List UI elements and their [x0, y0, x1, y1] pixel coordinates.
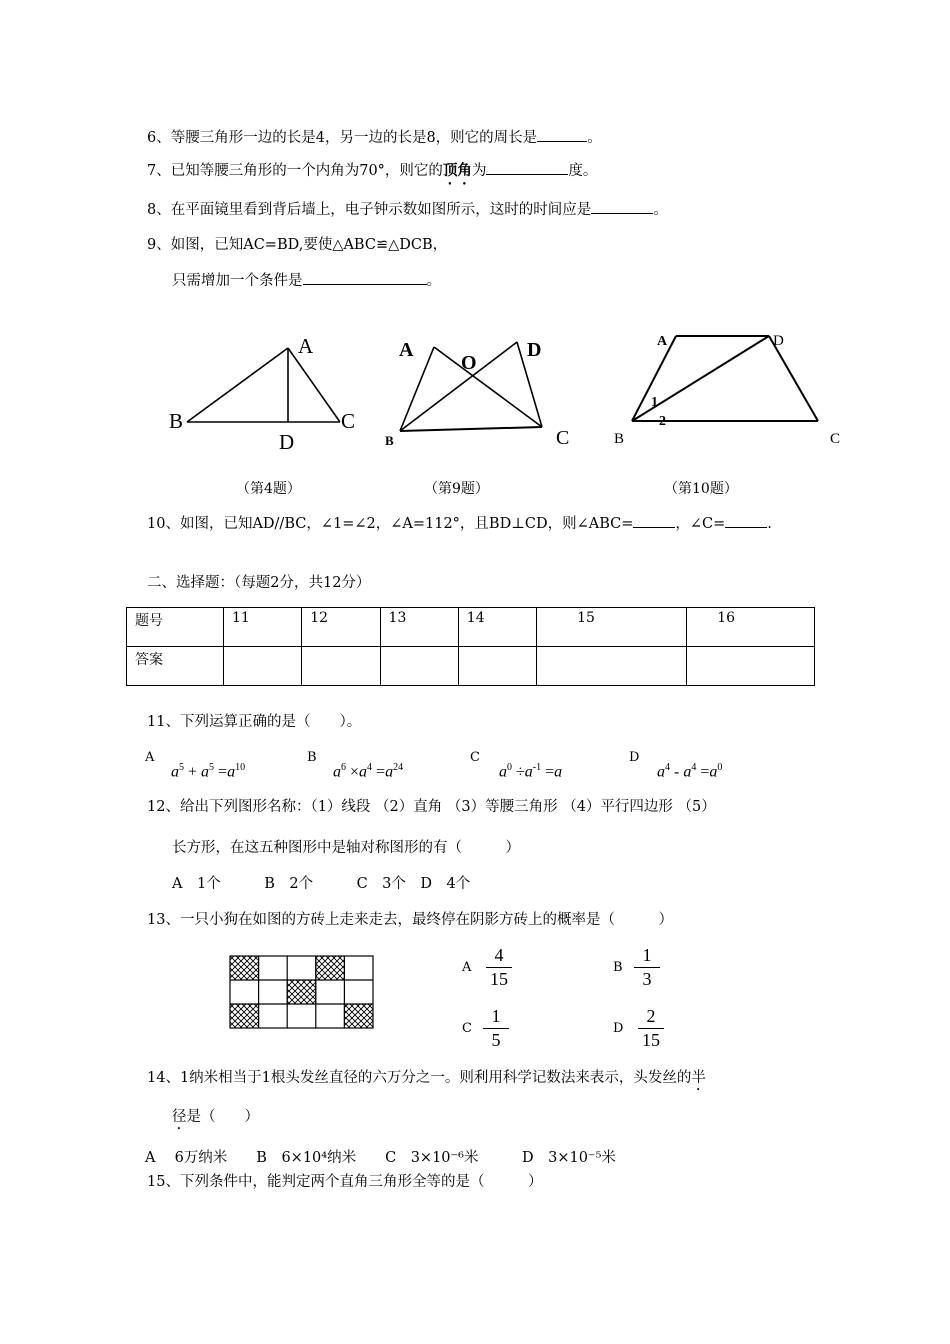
- figure-4: [169, 334, 355, 454]
- q10-pre: 10、如图，已知AD//BC，∠1=∠2，∠A=112°，且BD⊥CD，则∠ABC=: [147, 516, 634, 532]
- shaded-tile: [230, 1004, 259, 1028]
- q7-mid: 为: [471, 163, 487, 179]
- answer-cell-14[interactable]: [458, 647, 536, 686]
- fig10-label-A: A: [657, 334, 668, 349]
- q10-mid: ，∠C=: [675, 516, 726, 532]
- q11-option-A-letter: A: [145, 750, 155, 765]
- shaded-tile: [344, 1004, 373, 1028]
- q9-end: 。: [426, 273, 441, 289]
- q13-option-C-fraction: [483, 1006, 509, 1051]
- q13-option-B-fraction: [634, 945, 660, 990]
- q7-blank[interactable]: [486, 160, 568, 175]
- fig9-label-A: A: [399, 339, 414, 361]
- question-14-line2: [172, 1107, 259, 1133]
- fig10-label-C: C: [830, 431, 841, 447]
- q10-blank-abc[interactable]: [633, 513, 675, 528]
- q6-end: 。: [587, 130, 602, 146]
- q13-D-numerator: 2: [638, 1006, 664, 1029]
- fig10-label-D: D: [773, 333, 784, 349]
- fig9-label-C: C: [556, 427, 570, 449]
- question-12-line1: 12、给出下列图形名称：（1）线段 （2）直角 （3）等腰三角形 （4）平行四边形 （5）: [147, 799, 716, 815]
- question-14-line1: [147, 1068, 706, 1094]
- q11-option-A-expr: $a^5 + a^5 =a^{10}$: [171, 762, 246, 781]
- fig9-caption: （第9题）: [424, 481, 489, 497]
- figure-10: [614, 333, 840, 447]
- q8-blank[interactable]: [591, 199, 653, 214]
- q9-blank[interactable]: [303, 270, 427, 285]
- q13-D-denominator: 15: [642, 1030, 660, 1050]
- fig10-angle-2: 2: [659, 414, 666, 429]
- shaded-tile: [287, 980, 316, 1004]
- figure-9: [385, 339, 569, 449]
- q13-C-denominator: 5: [491, 1030, 501, 1050]
- q11-option-D-expr: $a^4 - a^4 =a^0$: [657, 762, 723, 781]
- q8-text: 8、在平面镜里看到背后墙上，电子钟示数如图所示，这时的时间应是: [147, 202, 592, 218]
- header-11: 11: [224, 608, 302, 647]
- section-2-title: 二、选择题：（每题2分，共12分）: [147, 575, 371, 591]
- q11-option-D-letter: D: [629, 750, 640, 765]
- header-label: 题号: [127, 608, 224, 647]
- header-15: 15: [537, 608, 687, 647]
- q10-end: .: [767, 516, 772, 532]
- answer-cell-11[interactable]: [224, 647, 302, 686]
- q14-line1-emphasis: 半: [691, 1070, 706, 1086]
- q13-option-B-letter: B: [613, 960, 623, 975]
- q10-blank-c[interactable]: [725, 513, 767, 528]
- question-9-line2: [172, 270, 441, 291]
- answer-table: [126, 607, 815, 686]
- q13-A-denominator: 15: [490, 969, 508, 989]
- q11-option-C-letter: C: [470, 750, 480, 765]
- fig4-label-A: A: [298, 334, 314, 358]
- fig4-label-D: D: [279, 430, 295, 454]
- q13-B-denominator: 3: [642, 969, 652, 989]
- question-12-line2: 长方形，在这五种图形中是轴对称图形的有（ ）: [172, 840, 520, 856]
- q13-option-D-letter: D: [613, 1021, 624, 1036]
- q11-option-B-expr: $a^6 \times a^4 =a^{24}$: [333, 762, 404, 781]
- q13-option-A-fraction: [486, 945, 512, 990]
- q13-C-numerator: 1: [483, 1006, 509, 1029]
- question-15: 15、下列条件中，能判定两个直角三角形全等的是（ ）: [147, 1174, 543, 1190]
- fig9-label-O: O: [461, 352, 477, 374]
- q13-B-numerator: 1: [634, 945, 660, 968]
- question-6: [147, 127, 602, 148]
- q7-emphasis: 顶角: [442, 162, 472, 179]
- shaded-tile: [230, 956, 259, 980]
- fig4-label-B: B: [169, 409, 184, 433]
- answer-cell-12[interactable]: [302, 647, 380, 686]
- q14-line2-text: 是（ ）: [186, 1109, 259, 1125]
- shaded-tile: [316, 956, 345, 980]
- q6-blank[interactable]: [537, 127, 587, 142]
- question-8: [147, 199, 668, 220]
- question-14-options: A 6万纳米 B 6×10⁴纳米 C 3×10⁻⁶米 D 3×10⁻⁵米: [145, 1150, 616, 1166]
- answer-table-header-row: [127, 608, 815, 647]
- q13-option-D-fraction: [638, 1006, 664, 1051]
- q11-option-B-letter: B: [307, 750, 317, 765]
- question-7: [147, 160, 597, 188]
- question-12-options: A 1个 B 2个 C 3个 D 4个: [172, 876, 471, 892]
- header-14: 14: [458, 608, 536, 647]
- fig10-label-B: B: [614, 431, 625, 447]
- question-11: 11、下列运算正确的是（ ）。: [147, 714, 362, 730]
- answer-cell-13[interactable]: [380, 647, 458, 686]
- header-12: 12: [302, 608, 380, 647]
- answer-table-answer-row: [127, 647, 815, 686]
- q14-line1-text: 14、1纳米相当于1根头发丝直径的六万分之一。则利用科学记数法来表示，头发丝的: [147, 1070, 692, 1086]
- q11-option-C-expr: $a^0 \div a^{-1} =a$: [499, 762, 563, 781]
- fig4-label-C: C: [341, 409, 356, 433]
- q13-option-C-letter: C: [462, 1021, 472, 1036]
- question-9-line1: 9、如图，已知AC=BD,要使△ABC≌△DCB，: [147, 237, 448, 253]
- header-13: 13: [380, 608, 458, 647]
- q6-text: 6、等腰三角形一边的长是4，另一边的长是8，则它的周长是: [147, 130, 538, 146]
- answer-cell-15[interactable]: [537, 647, 687, 686]
- q7-pre: 7、已知等腰三角形的一个内角为70°，则它的: [147, 163, 443, 179]
- q14-line2-emphasis: 径: [172, 1109, 187, 1125]
- answer-cell-16[interactable]: [687, 647, 815, 686]
- header-16: 16: [687, 608, 815, 647]
- fig10-caption: （第10题）: [664, 481, 738, 497]
- q7-end: 度。: [568, 163, 598, 179]
- question-10: [147, 513, 772, 534]
- answer-label: 答案: [127, 647, 224, 686]
- q9-line2-text: 只需增加一个条件是: [172, 273, 303, 289]
- question-13: 13、一只小狗在如图的方砖上走来走去，最终停在阴影方砖上的概率是（ ）: [147, 912, 673, 928]
- q8-end: 。: [653, 202, 668, 218]
- tile-grid: [229, 955, 375, 1030]
- q13-option-A-letter: A: [462, 960, 472, 975]
- fig10-angle-1: 1: [651, 395, 658, 410]
- fig4-caption: （第4题）: [236, 481, 301, 497]
- fig9-label-B: B: [385, 433, 394, 448]
- fig9-label-D: D: [527, 339, 542, 361]
- q13-A-numerator: 4: [486, 945, 512, 968]
